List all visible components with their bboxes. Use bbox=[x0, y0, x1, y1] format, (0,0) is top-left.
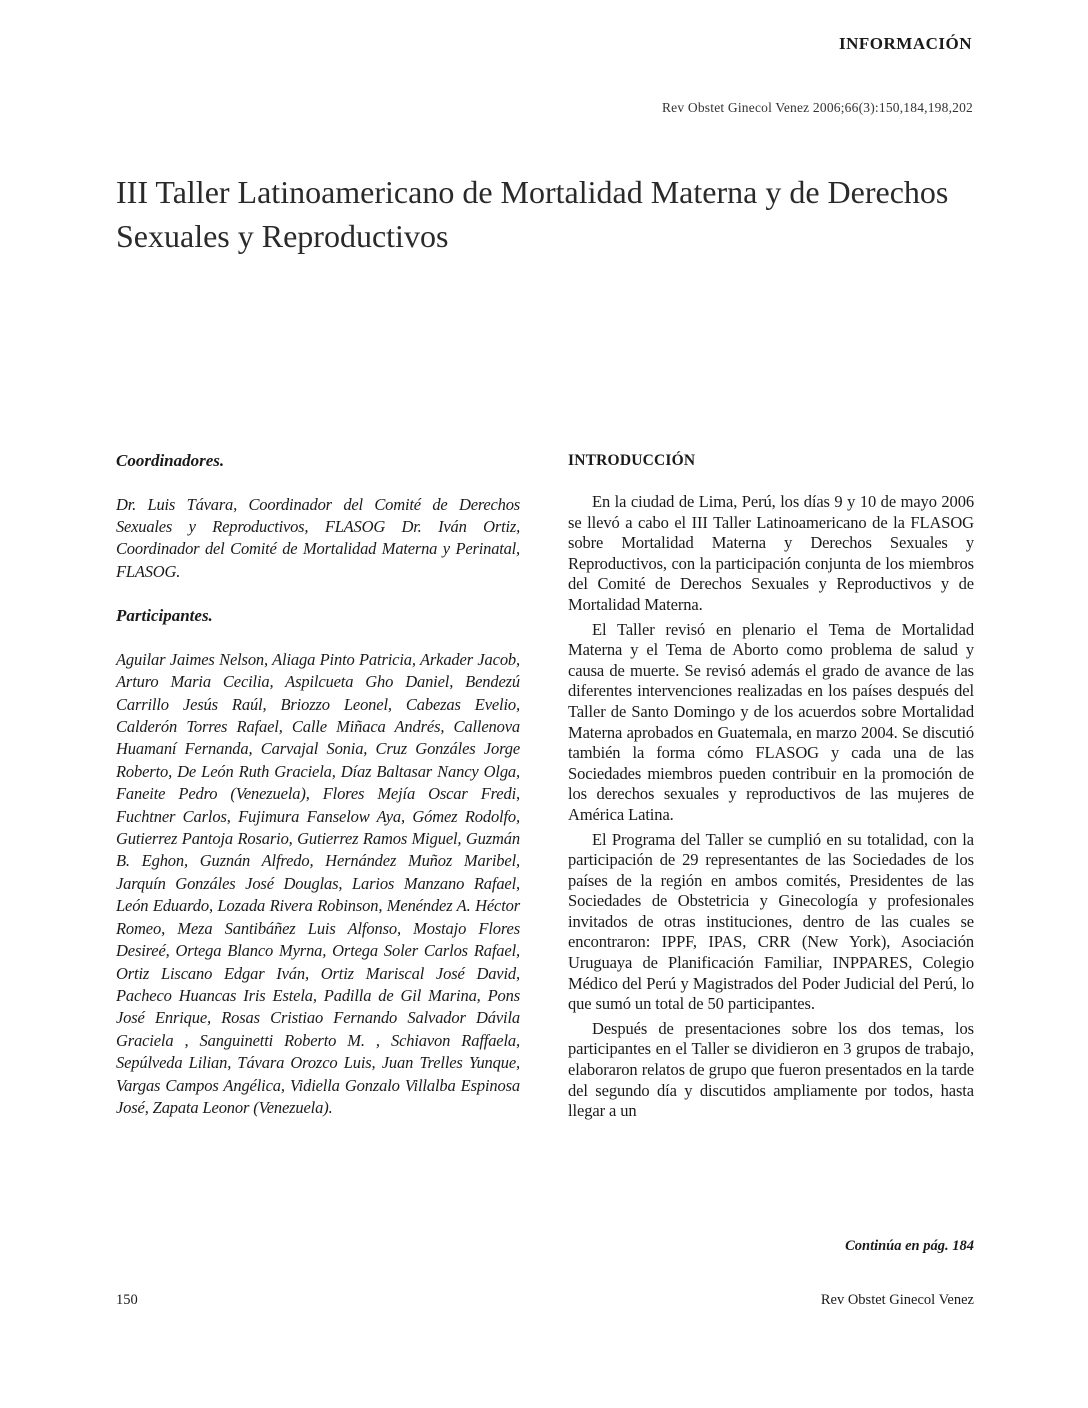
continued-note: Continúa en pág. 184 bbox=[845, 1238, 974, 1254]
left-column bbox=[116, 450, 520, 1119]
section-label: INFORMACIÓN bbox=[839, 34, 972, 53]
right-column bbox=[568, 450, 974, 1126]
participants-heading: Participantes. bbox=[116, 605, 213, 625]
page-number: 150 bbox=[116, 1292, 138, 1308]
coordinators-text: Dr. Luis Távara, Coordinador del Comité de Derechos Sexuales y Reproductivos, FLASOG Dr. Iván Ortiz, Coordinador del Comité de Mortalidad Materna y Perinatal, FLASOG. bbox=[116, 495, 520, 581]
body-paragraph: En la ciudad de Lima, Perú, los días 9 y 10 de mayo 2006 se llevó a cabo el III Taller Latinoamericano de la FLASOG sobre Mortalidad Materna y Derechos Sexuales y Reproductivos, con la participación conjunta de los miembros del Comité de Derechos Sexuales y Reproductivos y de Mortalidad Materna. bbox=[568, 492, 974, 614]
body-paragraph: El Programa del Taller se cumplió en su totalidad, con la participación de 29 representantes de las Sociedades de los países de la región en ambos comités, Presidentes de las Sociedades de Obstetricia y Ginecología y profesionales invitados de otras instituciones, dentro de las cuales se encontraron: IPPF, IPAS, CRR (New York), Asociación Uruguaya de Planificación Familiar, INPPARES, Colegio Médico del Perú y Magistrados del Poder Judicial del Perú, lo que sumó un total de 50 participantes. bbox=[568, 829, 974, 1014]
body-paragraph: El Taller revisó en plenario el Tema de Mortalidad Materna y el Tema de Aborto como problema de salud y causa de muerte. Se revisó además el grado de avance de las diferentes intervenciones realizadas en los países después del Taller de Santo Domingo y de los acuerdos sobre Mortalidad Materna aprobados en Guatemala, en marzo 2004. Se discutió también la forma cómo FLASOG y cada una de las Sociedades miembros pueden contribuir en la promoción de los derechos sexuales y reproductivos de las mujeres de América Latina. bbox=[568, 619, 974, 824]
participants-list: Aguilar Jaimes Nelson, Aliaga Pinto Patricia, Arkader Jacob, Arturo Maria Cecilia, Aspilcueta Gho Daniel, Bendezú Carrillo Jesús Raúl, Briozzo Leonel, Cabezas Evelio, Calderón Torres Rafael, Calle Miñaca Andrés, Callenova Huamaní Fernanda, Carvajal Sonia, Cruz Gonzáles Jorge Roberto, De León Ruth Graciela, Díaz Baltasar Nancy Olga, Faneite Pedro (Venezuela), Flores Mejía Oscar Fredi, Fuchtner Carlos, Fujimura Fanselow Aya, Gómez Rodolfo, Gutierrez Pantoja Rosario, Gutierrez Ramos Miguel, Guzmán B. Eghon, Guznán Alfredo, Hernández Muñoz Maribel, Jarquín Gonzáles José Douglas, Larios Manzano Rafael, León Eduardo, Lozada Rivera Robinson, Menéndez A. Héctor Romeo, Meza Santibáñez Luis Alfonso, Mostajo Flores Desireé, Ortega Blanco Myrna, Ortega Soler Carlos Rafael, Ortiz Liscano Edgar Iván, Ortiz Mariscal José David, Pacheco Huancas Iris Estela, Padilla de Gil Marina, Pons José Enrique, Rosas Cristiao Fernando Salvador Dávila Graciela , Sanguinetti Roberto M. , Schiavon Raffaela, Sepúlveda Lilian, Távara Orozco Luis, Juan Trelles Yunque, Vargas Campos Angélica, Vidiella Gonzalo Villalba Espinosa José, Zapata Leonor (Venezuela). bbox=[116, 649, 520, 1117]
coordinators-heading: Coordinadores. bbox=[116, 451, 225, 470]
running-journal-name: Rev Obstet Ginecol Venez bbox=[820, 1292, 974, 1308]
introduction-heading: INTRODUCCIÓN bbox=[568, 452, 696, 469]
article-title: III Taller Latinoamericano de Mortalidad Materna y de Derechos Sexuales y Reproductivos bbox=[116, 174, 949, 254]
body-paragraph: Después de presentaciones sobre los dos temas, los participantes en el Taller se dividieron en 3 grupos de trabajo, elaboraron relatos de grupo que fueron presentados en la tarde del segundo día y discutidos ampliamente por todos, hasta llegar a un bbox=[568, 1018, 974, 1121]
journal-citation: Rev Obstet Ginecol Venez 2006;66(3):150,184,198,202 bbox=[661, 100, 973, 115]
